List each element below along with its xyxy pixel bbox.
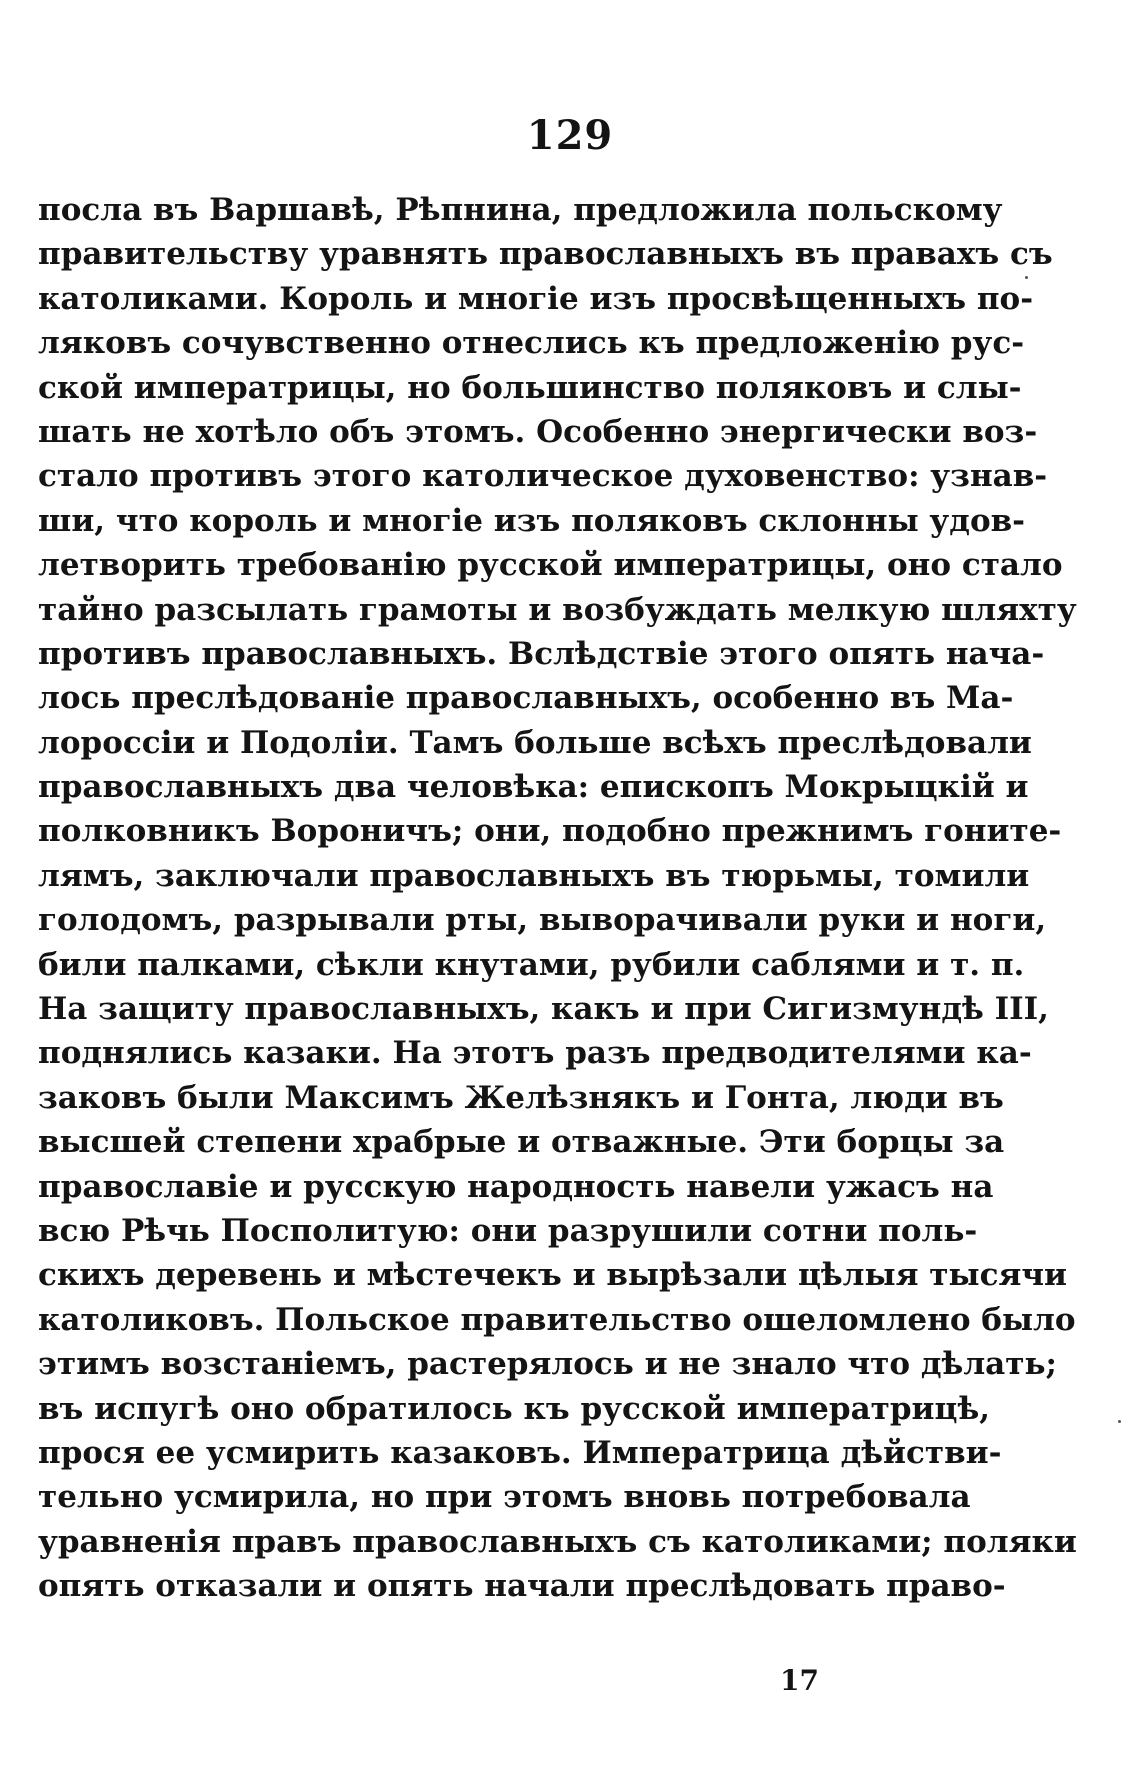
text-line: католиками. Король и многіе изъ просвѣщенныхъ по-: [38, 280, 1034, 317]
text-line: католиковъ. Польское правительство ошеломлено было: [38, 1301, 1076, 1338]
text-line: опять отказали и опять начали преслѣдовать право-: [38, 1568, 1006, 1605]
body-text: [38, 188, 1077, 1609]
text-line: били палками, сѣкли кнутами, рубили саблями и т. п.: [38, 946, 1025, 983]
text-line: поднялись казаки. На этотъ разъ предводителями ка-: [38, 1035, 1032, 1072]
text-line: всю Рѣчь Посполитую: они разрушили сотни поль-: [38, 1212, 978, 1249]
text-line: лямъ, заключали православныхъ въ тюрьмы, томили: [38, 857, 1030, 894]
text-line: ши, что король и многіе изъ поляковъ склонны удов-: [38, 502, 1026, 539]
text-line: тайно разсылать грамоты и возбуждать мелкую шляхту: [38, 591, 1077, 628]
scan-speck: [1025, 276, 1028, 279]
text-line: ской императрицы, но большинство поляковъ и слы-: [38, 369, 1022, 406]
text-line: скихъ деревень и мѣстечекъ и вырѣзали цѣлыя тысячи: [38, 1257, 1068, 1294]
text-line: правительству уравнять православныхъ въ правахъ съ: [38, 236, 1053, 273]
text-line: лось преслѣдованіе православныхъ, особенно въ Ма-: [38, 680, 1014, 717]
text-line: заковъ были Максимъ Желѣзнякъ и Гонта, люди въ: [38, 1079, 1004, 1116]
text-line: полковникъ Вороничъ; они, подобно прежнимъ гоните-: [38, 813, 1062, 850]
text-line: голодомъ, разрывали рты, выворачивали руки и ноги,: [38, 902, 1047, 939]
text-line: летворить требованію русской императрицы, оно стало: [38, 547, 1063, 584]
page-number: 129: [526, 112, 614, 159]
text-line: стало противъ этого католическое духовенство: узнав-: [38, 458, 1048, 495]
text-line: православныхъ два человѣка: епископъ Мокрыцкій и: [38, 769, 1029, 806]
text-line: тельно усмирила, но при этомъ вновь потребовала: [38, 1479, 971, 1516]
scan-speck: [1118, 1420, 1121, 1423]
text-line: уравненія правъ православныхъ съ католиками; поляки: [38, 1523, 1077, 1560]
text-line: въ испугѣ оно обратилось къ русской императрицѣ,: [38, 1390, 991, 1427]
signature-mark: 17: [780, 1664, 819, 1697]
text-line: лороссіи и Подоліи. Тамъ больше всѣхъ преслѣдовали: [38, 724, 1032, 761]
text-line: посла въ Варшавѣ, Рѣпнина, предложила польскому: [38, 192, 1003, 228]
text-line: противъ православныхъ. Вслѣдствіе этого опять нача-: [38, 635, 1045, 672]
text-line: прося ее усмирить казаковъ. Императрица дѣйстви-: [38, 1434, 1002, 1471]
text-line: ляковъ сочувственно отнеслись къ предложенію рус-: [38, 325, 1025, 362]
text-line: шать не хотѣло объ этомъ. Особенно энергически воз-: [38, 413, 1038, 450]
text-line: На защиту православныхъ, какъ и при Сигизмундѣ III,: [38, 991, 1049, 1028]
text-line: высшей степени храбрые и отважные. Эти борцы за: [38, 1124, 1005, 1161]
text-line: православіе и русскую народность навели ужасъ на: [38, 1168, 994, 1205]
text-line: этимъ возстаніемъ, растерялось и не знало что дѣлать;: [38, 1346, 1057, 1383]
